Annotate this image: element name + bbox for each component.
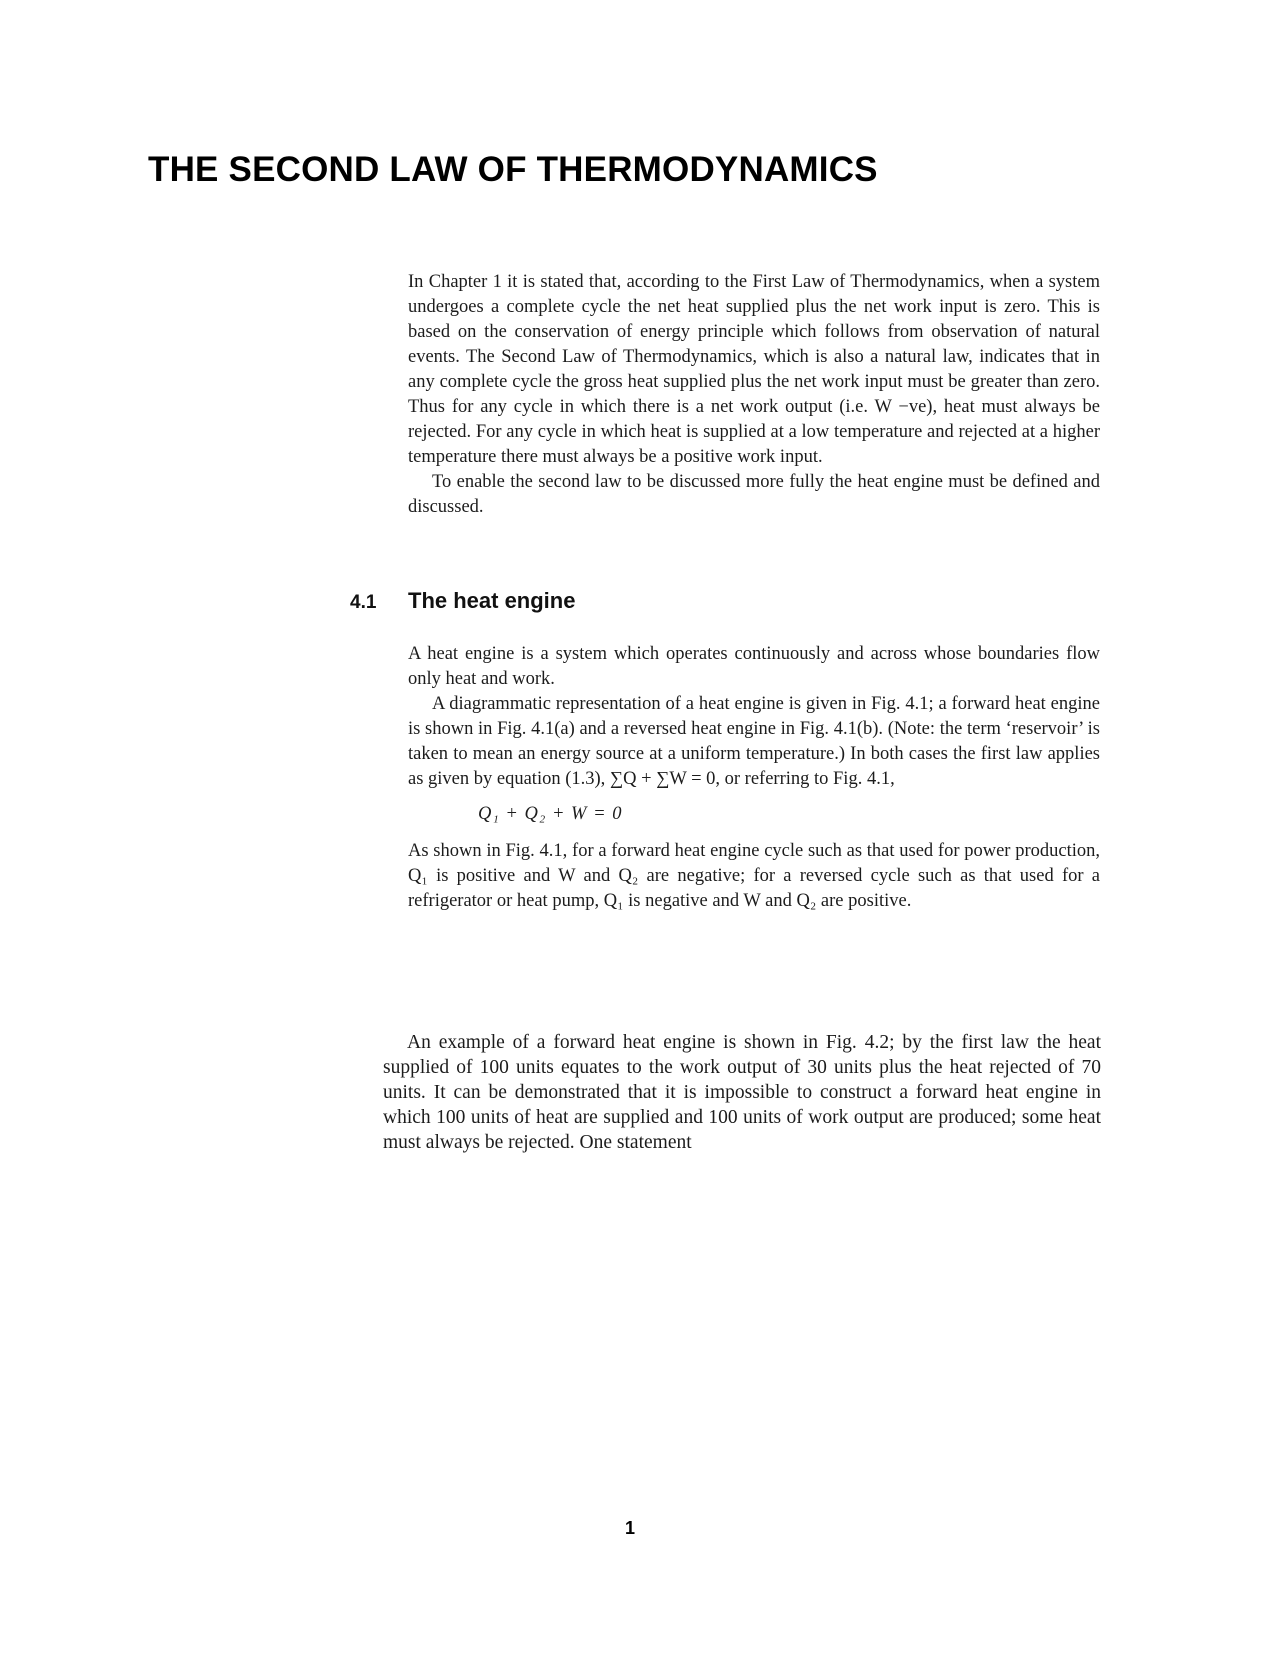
section-title: The heat engine xyxy=(408,588,576,613)
section-paragraph: A heat engine is a system which operates continuously and across whose boundaries flow only heat and work. xyxy=(408,644,1100,689)
first-law-equation: Q₁ + Q₂ + W = 0 xyxy=(478,804,623,824)
example-text-block xyxy=(383,1030,1101,1155)
section-heading xyxy=(350,588,1110,614)
intro-paragraph: To enable the second law to be discussed more fully the heat engine must be defined and discussed. xyxy=(408,472,1100,517)
page-title: THE SECOND LAW OF THERMODYNAMICS xyxy=(148,150,878,189)
section-number: 4.1 xyxy=(350,592,377,613)
section-paragraph: A diagrammatic representation of a heat engine is given in Fig. 4.1; a forward heat engine is shown in Fig. 4.1(a) and a reversed heat engine in Fig. 4.1(b). (Note: the term ‘reservoir’ is taken to mean an energy source at a uniform temperature.) In both cases the first law applies as given by equation (1.3), ∑Q + ∑W = 0, or referring to Fig. 4.1, xyxy=(408,694,1100,789)
intro-paragraph: In Chapter 1 it is stated that, according to the First Law of Thermodynamics, when a system undergoes a complete cycle the net heat supplied plus the net work input is zero. This is based on the conservation of energy principle which follows from observation of natural events. The Second Law of Thermodynamics, which is also a natural law, indicates that in any complete cycle the gross heat supplied plus the net work input must be greater than zero. Thus for any cycle in which there is a net work output (i.e. W −ve), heat must always be rejected. For any cycle in which heat is supplied at a low temperature and rejected at a higher temperature there must always be a positive work input. xyxy=(408,272,1100,467)
intro-text-block xyxy=(408,270,1100,520)
section-paragraph: As shown in Fig. 4.1, for a forward heat engine cycle such as that used for power production, Q₁ is positive and W and Q₂ are negative; for a reversed cycle such as that used for a refrigerator or heat pump, Q₁ is negative and W and Q₂ are positive. xyxy=(408,841,1100,911)
page-number: 1 xyxy=(624,1518,635,1538)
example-paragraph: An example of a forward heat engine is shown in Fig. 4.2; by the first law the heat supplied of 100 units equates to the work output of 30 units plus the heat rejected of 70 units. It can be demonstrated that it is impossible to construct a forward heat engine in which 100 units of heat are supplied and 100 units of work output are produced; some heat must always be rejected. One statement xyxy=(383,1032,1101,1153)
section-body xyxy=(408,642,1100,914)
